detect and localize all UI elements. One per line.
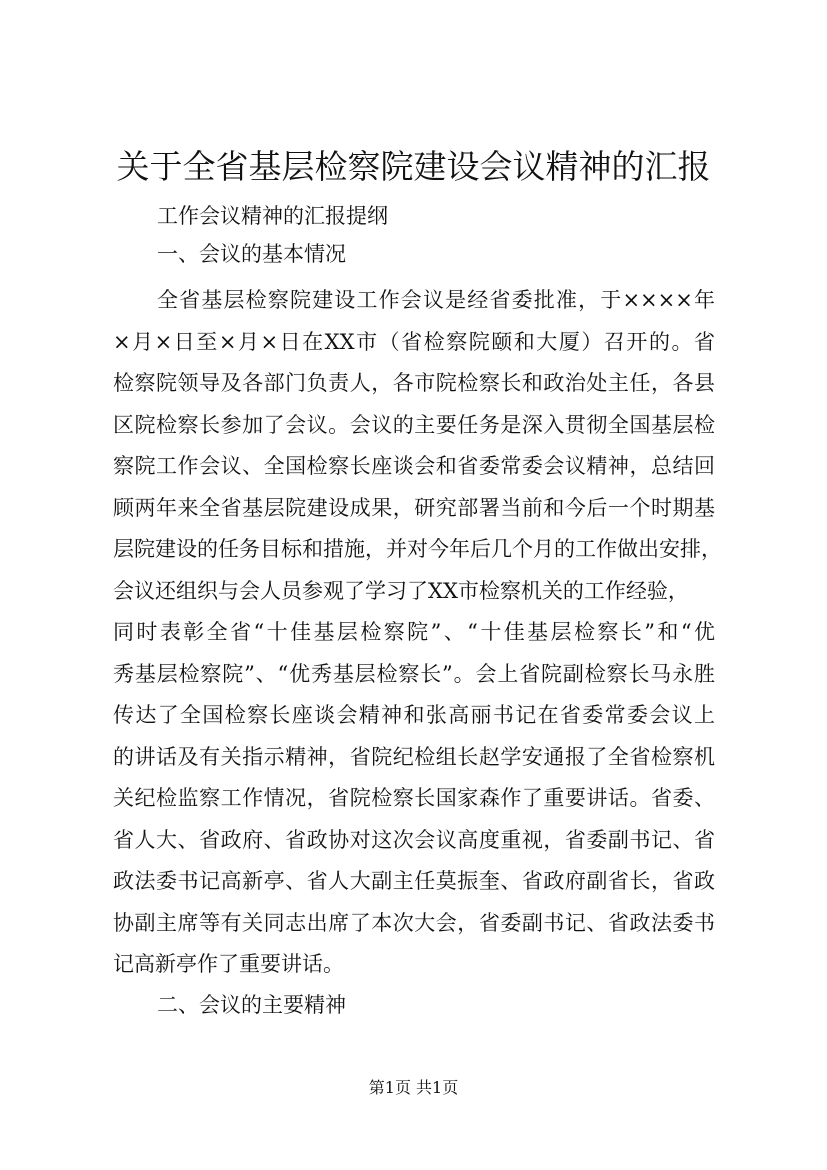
- section-heading-main-spirit: 二、会议的主要精神: [157, 993, 346, 1017]
- paragraph-line: 的讲话及有关指示精神，省院纪检组长赵学安通报了全省检察机: [113, 744, 715, 769]
- paragraph-line: 顾两年来全省基层院建设成果，研究部署当前和今后一个时期基: [113, 495, 715, 520]
- outline-title: 工作会议精神的汇报提纲: [157, 204, 388, 228]
- paragraph-line: 省人大、省政府、省政协对这次会议高度重视，省委副书记、省: [113, 827, 715, 852]
- paragraph-line: 协副主席等有关同志出席了本次大会，省委副书记、省政法委书: [113, 910, 715, 935]
- paragraph-line: ×月×日至×月×日在XX市（省检察院颐和大厦）召开的。省: [113, 329, 715, 354]
- paragraph-line: 秀基层检察院”、“优秀基层检察长”。会上省院副检察长马永胜: [113, 661, 715, 686]
- document-title: 关于全省基层检察院建设会议精神的汇报: [116, 147, 711, 186]
- section-heading-basic-info: 一、会议的基本情况: [157, 242, 346, 266]
- paragraph-line: 检察院领导及各部门负责人，各市院检察长和政治处主任，各县: [113, 371, 715, 395]
- paragraph-line: 传达了全国检察长座谈会精神和张高丽书记在省委常委会议上: [113, 703, 715, 727]
- paragraph-line: 关纪检监察工作情况，省院检察长国家森作了重要讲话。省委、: [113, 786, 715, 810]
- paragraph-line: 区院检察长参加了会议。会议的主要任务是深入贯彻全国基层检: [113, 412, 715, 437]
- body-paragraph: [113, 280, 722, 986]
- paragraph-line: 察院工作会议、全国检察长座谈会和省委常委会议精神，总结回: [113, 454, 715, 478]
- page-footer: 第1页 共1页: [368, 1078, 459, 1097]
- paragraph-line: 记高新亭作了重要讲话。: [113, 952, 344, 976]
- paragraph-line: 同时表彰全省“十佳基层检察院”、“十佳基层检察长”和“优: [113, 620, 715, 644]
- paragraph-line: 会议还组织与会人员参观了学习了XX市检察机关的工作经验，: [113, 578, 689, 603]
- paragraph-line: 全省基层检察院建设工作会议是经省委批准，于××××年: [157, 288, 715, 312]
- paragraph-line: 政法委书记高新亭、省人大副主任莫振奎、省政府副省长，省政: [113, 869, 715, 893]
- paragraph-line: 层院建设的任务目标和措施，并对今年后几个月的工作做出安排，: [113, 537, 722, 561]
